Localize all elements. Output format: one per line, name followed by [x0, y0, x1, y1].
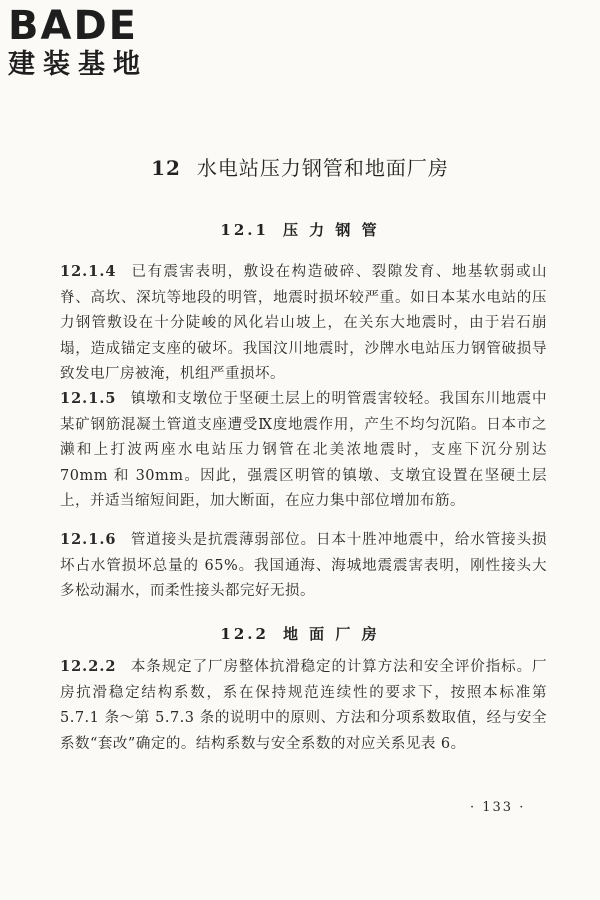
clause-number: 12.2.2 [60, 658, 117, 675]
clause-paragraph [60, 527, 547, 605]
clause-text: 本条规定了厂房整体抗滑稳定的计算方法和安全评价指标。厂房抗滑稳定结构系数，系在保持规范连续性的要求下，按照本标准第 5.7.1 条～第 5.7.3 条的说明中的原则、方法和分项系数取值，经与安全系数“套改”确定的。结构系数与安全系数的对应关系见表 6。 [60, 659, 547, 752]
clause-number: 12.1.4 [60, 263, 117, 280]
section-title-text: 压 力 钢 管 [282, 221, 380, 239]
clause-paragraph [60, 654, 547, 757]
clause-text: 镇墩和支墩位于坚硬土层上的明管震害较轻。我国东川地震中某矿钢筋混凝土管道支座遭受Ⅸ度地震作用，产生不均匀沉陷。日本市之濑和上打波两座水电站压力钢管在北美浓地震时，支座下沉分别达 70mm 和 30mm。因此，强震区明管的镇墩、支墩宜设置在坚硬土层上，并适当缩短间距，加大断面，在应力集中部位增加布筋。 [60, 391, 547, 509]
clause-text: 管道接头是抗震薄弱部位。日本十胜冲地震中，给水管接头损坏占水管损坏总量的 65%。我国通海、海城地震震害表明，刚性接头大多松动漏水，而柔性接头都完好无损。 [60, 532, 547, 599]
section-number: 12.2 [220, 625, 269, 643]
page-number: · 133 · [470, 800, 526, 815]
section-heading-12-2 [0, 623, 600, 644]
section-title-text: 地 面 厂 房 [282, 625, 380, 643]
clause-text: 已有震害表明，敷设在构造破碎、裂隙发育、地基软弱或山脊、高坎、深坑等地段的明管，地震时损坏较严重。如日本某水电站的压力钢管敷设在十分陡峻的风化岩山坡上，在关东大地震时，由于岩石崩塌，造成锚定支座的破坏。我国汶川地震时，沙牌水电站压力钢管破损导致发电厂房被淹，机组严重损坏。 [60, 264, 547, 382]
clause-paragraph [60, 386, 547, 515]
clause-number: 12.1.6 [60, 531, 117, 548]
clause-number: 12.1.5 [60, 390, 117, 407]
chapter-number: 12 [151, 156, 181, 180]
chapter-title-text: 水电站压力钢管和地面厂房 [196, 156, 449, 180]
section-number: 12.1 [220, 221, 269, 239]
logo-mark: BADE [8, 3, 138, 49]
chapter-title [0, 152, 600, 181]
section-heading-12-1 [0, 219, 600, 240]
logo-subtitle: 建装基地 [8, 49, 148, 80]
publisher-logo [8, 3, 173, 82]
clause-paragraph [60, 259, 547, 388]
